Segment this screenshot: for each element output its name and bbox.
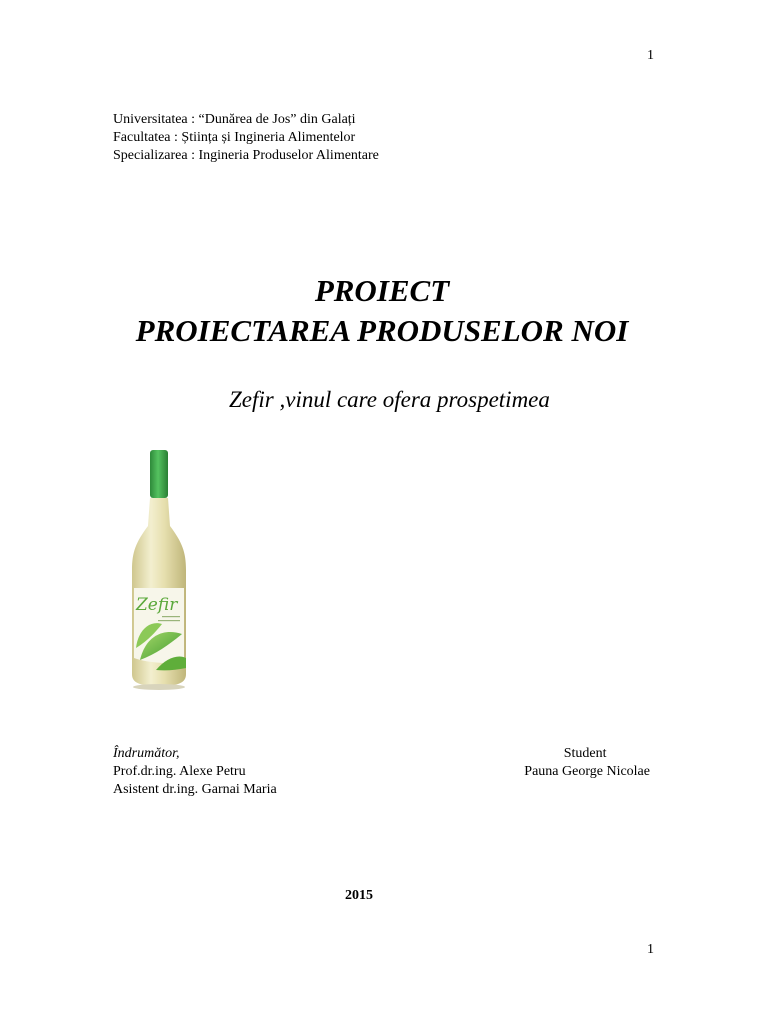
student-block — [524, 745, 650, 781]
advisor-name-2: Asistent dr.ing. Garnai Maria — [113, 782, 277, 797]
project-year: 2015 — [345, 888, 373, 903]
page-number-top: 1 — [647, 48, 654, 63]
bottle-brand-label: Zefir — [136, 595, 178, 615]
university-line: Universitatea : “Dunărea de Jos” din Galați — [113, 112, 356, 127]
institution-header — [113, 111, 379, 165]
wine-bottle-icon — [110, 430, 208, 694]
student-name: Pauna George Nicolae — [524, 764, 650, 779]
specialization-line: Specializarea : Ingineria Produselor Alimentare — [113, 148, 379, 163]
project-title-line-1: PROIECT — [314, 273, 450, 308]
student-role: Student — [563, 746, 607, 761]
advisor-role: Îndrumător, — [113, 746, 180, 761]
project-title-line-2: PROIECTAREA PRODUSELOR NOI — [135, 313, 629, 348]
product-image — [110, 430, 208, 694]
advisor-name-1: Prof.dr.ing. Alexe Petru — [113, 764, 246, 779]
advisor-block — [113, 745, 277, 799]
project-subtitle: Zefir ,vinul care ofera prospetimea — [229, 387, 550, 412]
page-number-bottom: 1 — [647, 942, 654, 957]
faculty-line: Facultatea : Știința și Ingineria Alimentelor — [113, 130, 356, 145]
